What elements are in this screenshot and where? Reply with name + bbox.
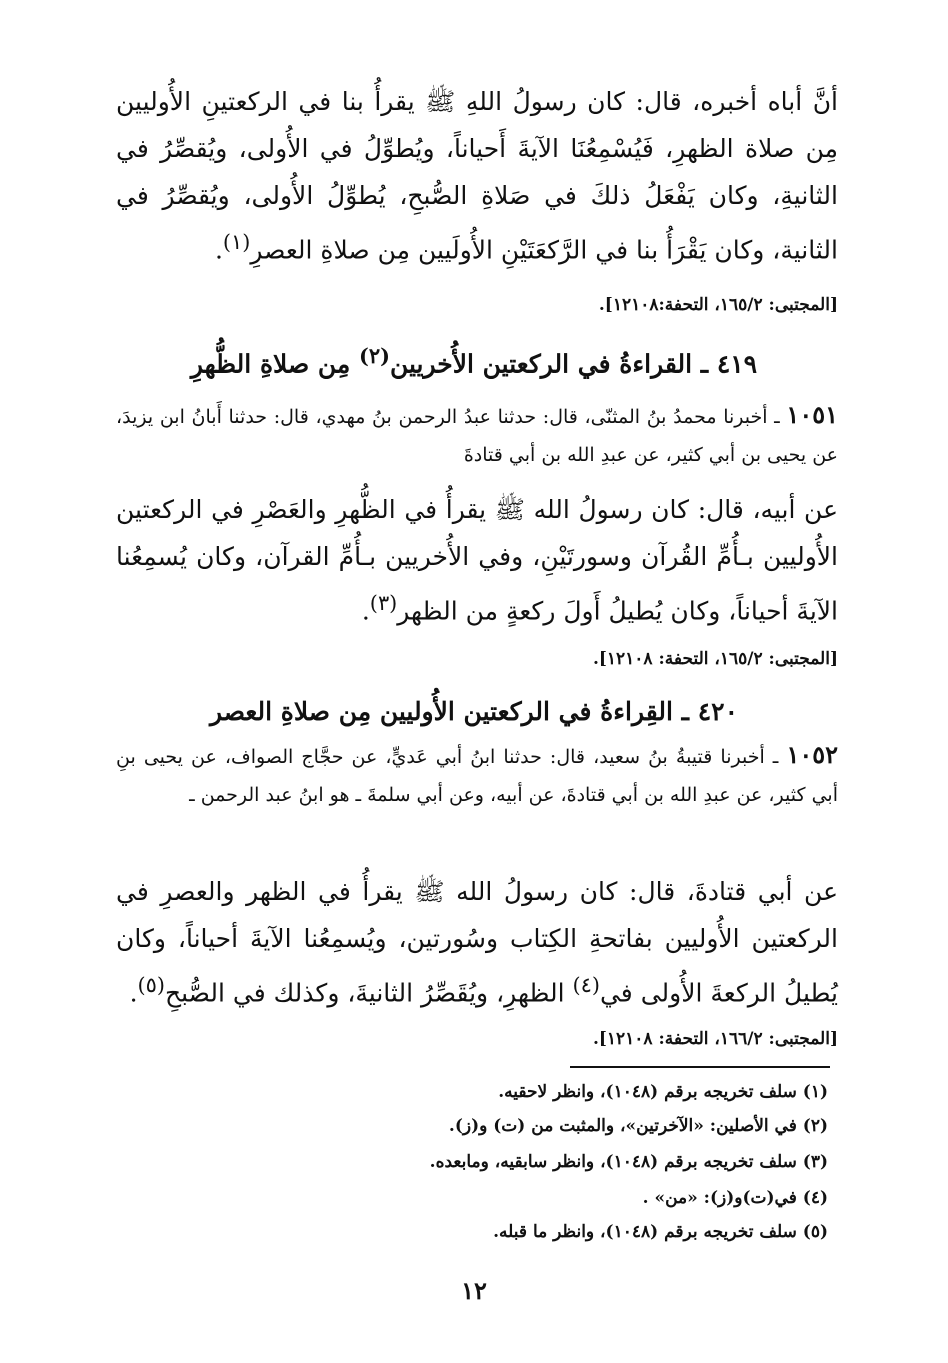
hadith-continuation-text: أنَّ أباه أخبره، قال: كان رسولُ اللهِ ﷺ يقرأُ بنا في الركعتينِ الأُوليين مِن صلاة الظهرِ، فَيُسْمِعُنَا الآيةَ أَحياناً، ويُطوِّلُ في الأُولى، ويُقصِّرُ في الثانيةِ، وكان يَفْعَلُ ذلكَ في صَلاةِ الصُّبحِ، يُطوِّلُ الأُولى، ويُقصِّرُ في الثانية، وكان يَقْرَأُ بنا في الرَّكعَتَيْنِ الأُولَيين مِن صلاةِ العصرِ$^{(١)}$. xyxy=(116,87,838,265)
footnote-marker: (٣) xyxy=(369,591,398,615)
section-heading-420 xyxy=(110,692,838,732)
footnote-3: (٣) سلف تخريجه برقم (١٠٤٨)، وانظر سابقيه، ومابعده. xyxy=(429,1152,828,1172)
reference-line: [المجتبى: ١٦٥/٢، التحفة: ١٢١٠٨]. xyxy=(592,649,838,669)
section-title: ـ القراءةُ في الركعتين الأُخريين xyxy=(389,349,709,379)
footnote-1: (١) سلف تخريجه برقم (١٠٤٨)، وانظر لاحقيه. xyxy=(498,1082,828,1102)
footnote-separator xyxy=(570,1066,830,1068)
isnad-text: ـ أخبرنا محمدُ بنُ المثنّى، قال: حدثنا عبدُ الرحمن بنُ مهدي، قال: حدثنا أَبانُ ابن يزيدَ، عن يحيى بن أبي كثير، عن عبدِ الله بن أبي قتادةَ xyxy=(116,406,838,466)
hadith-text: أنَّ أباه أخبره، قال: كان رسولُ اللهِ ﷺ يقرأُ بنا في الركعتينِ الأُوليين مِن صلاة الظهرِ، فَيُسْمِعُنَا الآيةَ أَحياناً، ويُطوِّلُ في الأُولى، ويُقصِّرُ في الثانيةِ، وكان يَفْعَلُ ذلكَ في صَلاةِ الصُّبحِ، يُطوِّلُ الأُولى، ويُقصِّرُ في الثانية، وكان يَقْرَأُ بنا في الرَّكعَتَيْنِ الأُولَيين مِن صلاةِ العصرِ xyxy=(116,87,838,265)
section-title: ـ القِراءةُ في الركعتين الأُوليين مِن صلاةِ العصر xyxy=(209,697,690,726)
hadith-1052-matn: عن أبي قتادةَ، قال: كان رسولُ الله ﷺ يقرأُ في الظهر والعصرِ في الركعتين الأُوليين بفاتحةِ الكِتاب وسُورتين، ويُسمِعُنا الآيةَ أحياناً، وكان يُطيلُ الركعةَ الأُولى في$^{(٤)}$ الظهرِ، ويُقَصِّرُ الثانيةَ، وكذلك في الصُّبحِ$^{(٥)}$. xyxy=(116,877,838,1008)
page-number: ١٢ xyxy=(461,1276,487,1305)
matn-text: عن أبيه، قال: كان رسولُ الله ﷺ يقرأُ في الظُّهرِ والعَصْرِ في الركعتين الأُوليين بـأُمِّ القُرآن وسورتَيْنِ، وفي الأُخريين بـأُمِّ القرآن، وكان يُسمِعُنا الآيةَ أحياناً، وكان يُطيلُ أَولَ ركعةٍ من الظهر xyxy=(116,495,838,626)
footnote-2: (٢) في الأصلين: «الآخرتين»، والمثبت من (ت) و(ز). xyxy=(448,1116,828,1136)
section-number: ٤١٩ xyxy=(716,349,758,379)
footnote-4: (٤) في(ت)و(ز): «من» . xyxy=(642,1188,828,1208)
matn-text-b: الظهرِ، ويُقَصِّرُ الثانيةَ، وكذلك في الصُّبحِ xyxy=(165,978,565,1008)
hadith-number: ١٠٥١ xyxy=(786,400,838,429)
footnote-5: (٥) سلف تخريجه برقم (١٠٤٨)، وانظر ما قبله. xyxy=(493,1222,828,1242)
footnote-marker: (٤) xyxy=(572,973,600,997)
footnote-marker: (٥) xyxy=(137,973,165,997)
hadith-1051-isnad xyxy=(116,396,838,474)
hadith-1052-isnad xyxy=(116,736,838,814)
isnad-text: ـ أخبرنا قتيبةُ بنُ سعيد، قال: حدثنا ابنُ أبي عَديٍّ، عن حجَّاج الصواف، عن يحيى بنِ أبي كثير، عن عبدِ الله بن أبي قتادةَ، عن أبيه، وعن أبي سلمةَ ـ هو ابنُ عبد الرحمن ـ xyxy=(116,746,838,806)
footnote-marker: (٢) xyxy=(359,343,390,368)
section-heading-419 xyxy=(110,336,838,384)
footnote-marker: (١) xyxy=(222,230,251,254)
hadith-number: ١٠٥٢ xyxy=(786,740,839,769)
section-title-end: مِن صلاةِ الظُّهرِ xyxy=(190,349,351,379)
reference-line: [المجتبى: ١٦٥/٢، التحفة:١٢١٠٨]. xyxy=(598,295,838,315)
reference-line: [المجتبى: ١٦٦/٢، التحفة: ١٢١٠٨]. xyxy=(592,1029,838,1049)
hadith-1051-matn: عن أبيه، قال: كان رسولُ الله ﷺ يقرأُ في الظُّهرِ والعَصْرِ في الركعتين الأُوليين بـأُمِّ القُرآن وسورتَيْنِ، وفي الأُخريين بـأُمِّ القرآن، وكان يُسمِعُنا الآيةَ أحياناً، وكان يُطيلُ أَولَ ركعةٍ من الظهر$^{(٣)}$. xyxy=(116,495,838,626)
matn-text-a: عن أبي قتادةَ، قال: كان رسولُ الله ﷺ يقرأُ في الظهر والعصرِ في الركعتين الأُوليين بفاتحةِ الكِتاب وسُورتين، ويُسمِعُنا الآيةَ أحياناً، وكان يُطيلُ الركعةَ الأُولى في xyxy=(116,877,838,1008)
section-number: ٤٢٠ xyxy=(697,697,739,726)
